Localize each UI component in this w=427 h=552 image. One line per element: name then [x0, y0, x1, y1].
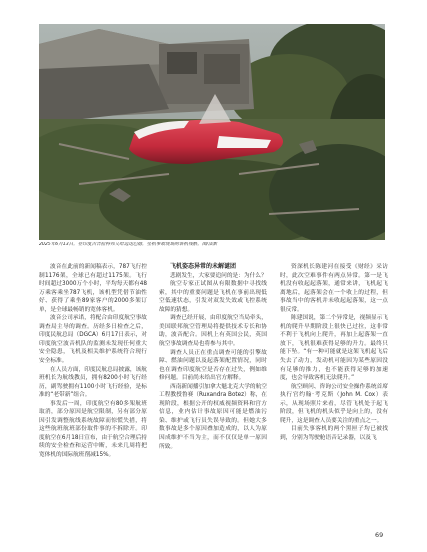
paragraph: 调查人员正在重点调查可能的引擎故障、燃油问题以及起落架配置情况，同时也在调查印度航空是否存在过失，例如维修问题。目前尚未给出官方解释。: [159, 349, 267, 382]
page-number: 69: [375, 531, 384, 539]
paragraph: 航空顾问、咨询公司安全操作系统首席执行官约翰·考克斯（John M. Cox）表示，从现场照片来看，尽管飞机处于起飞阶段，但飞机的机头似乎是向上的，没有爬升，这是调查人员要关注的重点之一。: [280, 383, 388, 424]
paragraph: 航空专家正试图从有限数据中寻找线索，其中的重要问题是飞机在事前出现低空低速状态，引发对双发失效或飞控系统故障的猜想。: [159, 281, 267, 313]
article-column-3: [280, 263, 388, 442]
paragraph: 调查已经开展，由印度航空当局牵头，美国联邦航空管理局将提供技术专长和协助，波音配合。因机上有英国公民，英国航空事故调查局也将参与其中。: [159, 315, 267, 347]
photo-caption: 2025年6月13日，在印度古吉拉特邦艾哈迈达巴德，坠机事故现场的客机残骸。图/法新: [39, 242, 218, 247]
paragraph: 波音公司承诺，将配合由印度航空事故调查局主导的调查。历经多日检查之后，印度民航总局（DGCA）6月17日表示，对印度航空波音机队的监测未发现任何重大安全隐患，飞机及相关维护系统符合现行安全标准。: [39, 315, 147, 365]
article-column-1: [39, 263, 147, 460]
paragraph: 陈建国说，第二个异常是，视频显示飞机的爬升早期阶段上很快已过拉，这非常不利于飞机向上爬升，再加上起落架一直放下，飞机很难获得足够的升力。最终只能下坠。“有一种可能就是这架飞机起飞后失去了动力，发动机可能因为某些原因没有足够的推力，也不能获得足够的加速度，也会导致客机无法爬升。”: [280, 315, 388, 382]
paragraph: 资深机长陈建河在接受《财经》采访时，此次空难事件有两点异常。第一是飞机没有收起起落架，通常来讲，飞机起飞离地后，起落架会在一个收上的过程，但事故当中的客机并未收起起落架，这一点很反常。: [280, 264, 388, 313]
paragraph: 目前失事客机的两个黑匣子均已被找到，分别为驾驶舱语音记录器，以及飞: [280, 426, 388, 441]
section-heading: 飞机姿态异常的未解谜团: [170, 263, 237, 270]
paragraph: 在人员方面，印度民航总局披露，该航班机长为航线教员，拥有8200小时飞行经历，副驾驶拥有1100小时飞行经验，是标准的“老带新”组合。: [39, 366, 147, 399]
paragraph: 波音在此前的新闻稿表示，787飞行控制1176架，全球已有超过1175架。飞行时间超过3000万个小时，平均每天都有48万乘客乘坐787飞机，该机型凭借节油性好、获得了乘坐89家客户的2000多架订单，是全球最畅销的宽体客机。: [39, 264, 147, 313]
article-column-2: [159, 263, 267, 451]
paragraph: 西南新闻播引加拿大魁北克大学的航空工程教授鲁赛（Ruxandra Botez）称，在现阶段，根据公开的权威视频资料和宫方信息，业内估计事故原因可能是燃油污染、维护或飞行员失误导致的。但她大多数事故是多个原因叠加造成的，以人为原因成维护不当为主，而不仅仅是单一原因所致。: [159, 383, 267, 450]
paragraph: 事发后一周，印度航空有80多架航班取消，部分原因是航空限制，另有部分原因引发调整航线系统故障而惊慌失措，将这些航班航班部份取件事的不拆除开。印度航空在6月18日宣布，由于航空合理后持续的安全检查和运营中断，未来几周将把宽体机的国际航班削减15%。: [39, 400, 147, 459]
crash-wreckage-image: [39, 24, 385, 240]
crash-site-photo: [39, 24, 385, 240]
paragraph: 悲剧发生，大家要追问的是：为什么？: [170, 272, 267, 279]
